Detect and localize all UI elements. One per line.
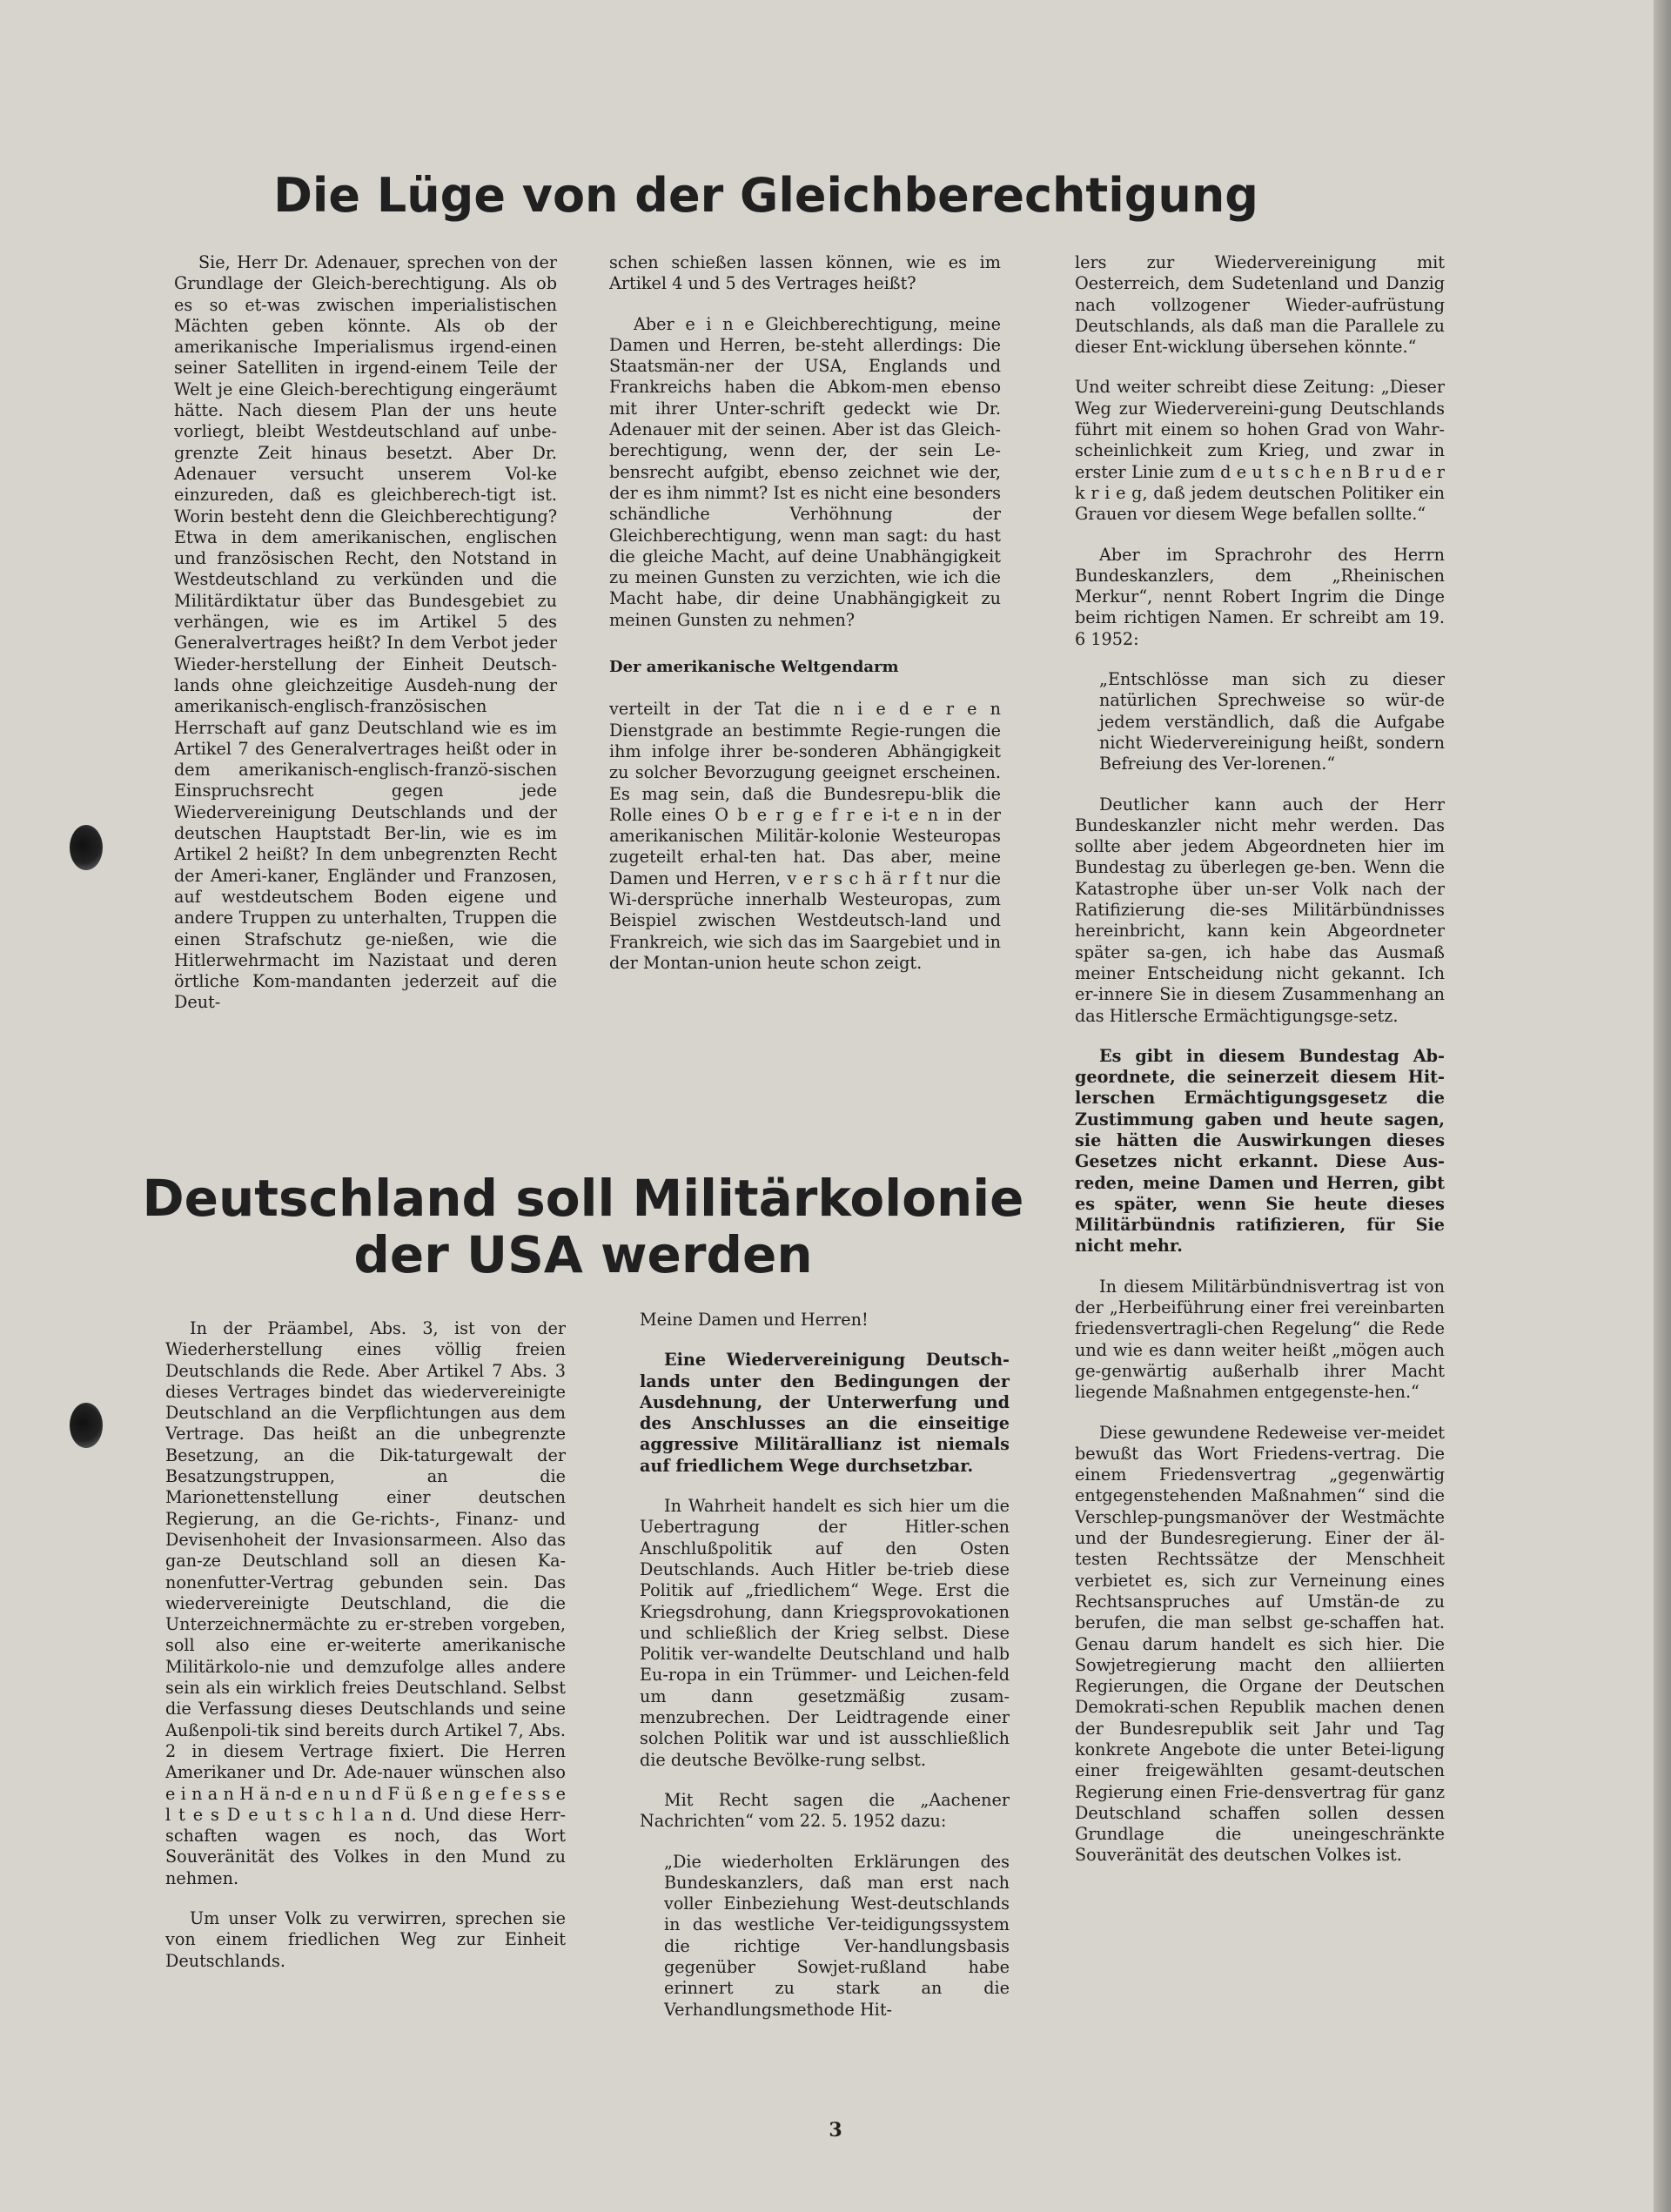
article-headline-1: Die Lüge von der Gleichberechtigung <box>273 168 1258 223</box>
right-column <box>1075 252 1445 2115</box>
headline-line: der USA werden <box>353 1224 813 1284</box>
paragraph: Mit Recht sagen die „Aachener Nachrichten“ vom 22. 5. 1952 dazu: <box>640 1789 1010 1832</box>
paragraph: Um unser Volk zu verwirren, sprechen sie von einem friedlichen Weg zur Einheit Deutschlands. <box>165 1908 566 1971</box>
article1-column-2 <box>609 252 1001 1140</box>
paragraph: Aber im Sprachrohr des Herrn Bundeskanzlers, dem „Rheinischen Merkur“, nennt Robert Ingrim die Dinge beim richtigen Namen. Er schreibt am 19. 6 1952: <box>1075 544 1445 649</box>
punch-hole <box>70 825 103 870</box>
punch-hole <box>70 1403 103 1448</box>
paragraph: Deutlicher kann auch der Herr Bundeskanzler nicht mehr werden. Das sollte aber jedem Abgeordneten hier im Bundestag zu überlegen ge-ben. Wenn die Katastrophe über un-ser Volk nach der Ratifizierung die-ses Militärbündnisses hereinbricht, kann kein Abgeordneter später sa-gen, ich habe das Ausmaß meiner Entscheidung nicht gekannt. Ich er-innere Sie in diesem Zusammenhang an das Hitlersche Ermächtigungsge-setz. <box>1075 794 1445 1026</box>
salutation: Meine Damen und Herren! <box>640 1310 869 1330</box>
paragraph: Und weiter schreibt diese Zeitung: „Dieser Weg zur Wiedervereini-gung Deutschlands führt mit einem so hohen Grad von Wahr-scheinlichkeit zum Krieg, und zwar in erster Linie zum d e u t s c h e n B r u d e r k r i e g, daß jedem deutschen Politiker ein Grauen vor diesem Wege befallen sollte.“ <box>1075 377 1445 525</box>
page-number: 3 <box>829 2119 842 2142</box>
paragraph: In Wahrheit handelt es sich hier um die Uebertragung der Hitler-schen Anschlußpolitik auf den Osten Deutschlands. Auch Hitler be-trieb diese Politik auf „friedlichem“ Wege. Erst die Kriegsdrohung, dann Kriegsprovokationen und schließlich der Krieg selbst. Diese Politik ver-wandelte Deutschland und halb Eu-ropa in ein Trümmer- und Leichen-feld um dann gesetzmäßig zusam-menzubrechen. Der Leidtragende einer solchen Politik war und ist ausschließlich die deutsche Bevölke-rung selbst. <box>640 1496 1010 1770</box>
paragraph: lers zur Wiedervereinigung mit Oesterreich, dem Sudetenland und Danzig nach vollzogener Wieder-aufrüstung Deutschlands, als daß man die Parallele zu dieser Ent-wicklung übersehen könnte.“ <box>1075 252 1445 358</box>
article2-column-1 <box>165 1318 566 2084</box>
quote: „Entschlösse man sich zu dieser natürlichen Sprechweise so wür-de jedem verständlich, daß die Aufgabe nicht Wiedervereinigung heißt, sondern Befreiung des Ver-lorenen.“ <box>1099 669 1445 774</box>
paragraph: Diese gewundene Redeweise ver-meidet bewußt das Wort Friedens-vertrag. Die einem Friedensvertrag „gegenwärtig entgegenstehenden Maßnahmen“ sind die Verschlep-pungsmanöver der Westmächte und der Bundesregierung. Einer der äl-testen Rechtssätze der Menschheit verbietet es, sich zur Verneinung eines Rechtsanspruches auf Umstän-de zu berufen, die man selbst ge-schaffen hat. Genau darum handelt es sich hier. Die Sowjetregierung macht den alliierten Regierungen, die Organe der Deutschen Demokrati-schen Republik machen denen der Bundesrepublik seit Jahr und Tag konkrete Angebote die unter Betei-ligung einer freigewählten gesamt-deutschen Regierung einen Frie-densvertrag für ganz Deutschland schaffen sollen dessen Grundlage die uneingeschränkte Souveränität des deutschen Volkes ist. <box>1075 1422 1445 1866</box>
paragraph: Aber e i n e Gleichberechtigung, meine Damen und Herren, be-steht allerdings: Die Staatsmän-ner der USA, Englands und Frankreichs haben die Abkom-men ebenso mit ihrer Unter-schrift gedeckt wie Dr. Adenauer mit der seinen. Aber ist das Gleich-berechtigung, wenn der, der sein Le-bensrecht aufgibt, ebenso zeichnet wie der, der es ihm nimmt? Ist es nicht eine besonders schändliche Verhöhnung der Gleichberechtigung, wenn man sagt: du hast die gleiche Macht, auf deine Unabhängigkeit zu meinen Gunsten zu verzichten, wie ich die Macht habe, dir deine Unabhängigkeit zu meinen Gunsten zu nehmen? <box>609 313 1001 630</box>
article-headline-2 <box>139 1170 1027 1284</box>
subheading: Der amerikanische Weltgendarm <box>609 658 899 677</box>
paragraph: schen schießen lassen können, wie es im Artikel 4 und 5 des Vertrages heißt? <box>609 252 1001 294</box>
quote: „Die wiederholten Erklärungen des Bundeskanzlers, daß man erst nach voller Einbeziehung West-deutschlands in das westliche Ver-teidigungssystem die richtige Ver-handlungsbasis gegenüber Sowjet-rußland habe erinnert zu stark an die Verhandlungsmethode Hit- <box>664 1851 1010 2020</box>
article1-column-1 <box>174 252 557 1140</box>
headline-line: Deutschland soll Militärkolonie <box>142 1169 1024 1228</box>
bold-paragraph: Es gibt in diesem Bundestag Ab-geordnete, die seinerzeit diesem Hit-lerschen Ermächtigungsgesetz die Zustimmung gaben und heute sagen, sie hätten die Auswirkungen dieses Gesetzes nicht erkannt. Diese Aus-reden, meine Damen und Herren, gibt es später, wenn Sie heute dieses Militärbündnis ratifizieren, für Sie nicht mehr. <box>1075 1045 1445 1257</box>
page-edge-shadow <box>1654 0 1671 2212</box>
paragraph: verteilt in der Tat die n i e d e r e n Dienstgrade an bestimmte Regie-rungen die ihm infolge ihrer be-sonderen Abhängigkeit zu solcher Bevorzugung geeignet erscheinen. Es mag sein, daß die Bundesrepu-blik die Rolle eines O b e r g e f r e i-t e n in der amerikanischen Militär-kolonie Westeuropas zugeteilt erhal-ten hat. Das aber, meine Damen und Herren, v e r s c h ä r f t nur die Wi-dersprüche innerhalb Westeuropas, zum Beispiel zwischen Westdeutsch-land und Frankreich, wie sich das im Saargebiet und in der Montan-union heute schon zeigt. <box>609 699 1001 973</box>
paragraph: In der Präambel, Abs. 3, ist von der Wiederherstellung eines völlig freien Deutschlands die Rede. Aber Artikel 7 Abs. 3 dieses Vertrages bindet das wiedervereinigte Deutschland an die Verpflichtungen aus dem Vertrage. Das heißt an die unbegrenzte Besetzung, an die Dik-taturgewalt der Besatzungstruppen, an die Marionettenstellung einer deutschen Regierung, an die Ge-richts-, Finanz- und Devisenhoheit der Invasionsarmeen. Also das gan-ze Deutschland soll an diesen Ka-nonenfutter-Vertrag gebunden sein. Das wiedervereinigte Deutschland, die die Unterzeichnermächte zu er-streben vorgeben, soll also eine er-weiterte amerikanische Militärkolo-nie und demzufolge alles andere sein als ein wirklich freies Deutschland. Selbst die Verfassung dieses Deutschlands und seine Außenpoli-tik sind bereits durch Artikel 7, Abs. 2 in diesem Vertrage fixiert. Die Herren Amerikaner und Dr. Ade-nauer wünschen also e i n a n H ä n-d e n u n d F ü ß e n g e f e s s e l t e s D e u t s c h l a n d. Und diese Herr-schaften wagen es noch, das Wort Souveränität des Volkes in den Mund zu nehmen. <box>165 1318 566 1888</box>
article2-column-2 <box>640 1310 1010 2084</box>
bold-paragraph: Eine Wiedervereinigung Deutsch-lands unter den Bedingungen der Ausdehnung, der Unterwerfung und des Anschlusses an die einseitige aggressive Militärallianz ist niemals auf friedlichem Wege durchsetzbar. <box>640 1350 1010 1476</box>
paragraph: Sie, Herr Dr. Adenauer, sprechen von der Grundlage der Gleich-berechtigung. Als ob es so et-was zwischen imperialistischen Mächten geben könnte. Als ob der amerikanische Imperialismus irgend-einen seiner Satelliten in irgend-einem Teile der Welt je eine Gleich-berechtigung eingeräumt hätte. Nach diesem Plan der uns heute vorliegt, bleibt Westdeutschland auf unbe-grenzte Zeit hinaus besetzt. Aber Dr. Adenauer versucht unserem Vol-ke einzureden, daß es gleichberech-tigt ist. Worin besteht denn die Gleichberechtigung? Etwa in dem amerikanischen, englischen und französischen Recht, den Notstand in Westdeutschland zu verkünden und die Militärdiktatur über das Bundesgebiet zu verhängen, wie es im Artikel 5 des Generalvertrages heißt? In dem Verbot jeder Wieder-herstellung der Einheit Deutsch-lands ohne gleichzeitige Ausdeh-nung der amerikanisch-englisch-französischen Herrschaft auf ganz Deutschland wie es im Artikel 7 des Generalvertrages heißt oder in dem amerikanisch-englisch-franzö-sischen Einspruchsrecht gegen jede Wiedervereinigung Deutschlands und der deutschen Hauptstadt Ber-lin, wie es im Artikel 2 heißt? In dem unbegrenzten Recht der Ameri-kaner, Engländer und Franzosen, auf westdeutschem Boden eigene und andere Truppen zu unterhalten, Truppen die einen Strafschutz ge-nießen, wie die Hitlerwehrmacht im Nazistaat und deren örtliche Kom-mandanten jederzeit auf die Deut- <box>174 252 557 1013</box>
paragraph: In diesem Militärbündnisvertrag ist von der „Herbeiführung einer frei vereinbarten friedensvertragli-chen Regelung“ die Rede und wie es dann weiter heißt „mögen auch ge-genwärtig außerhalb ihrer Macht liegende Maßnahmen entgegenste-hen.“ <box>1075 1276 1445 1403</box>
